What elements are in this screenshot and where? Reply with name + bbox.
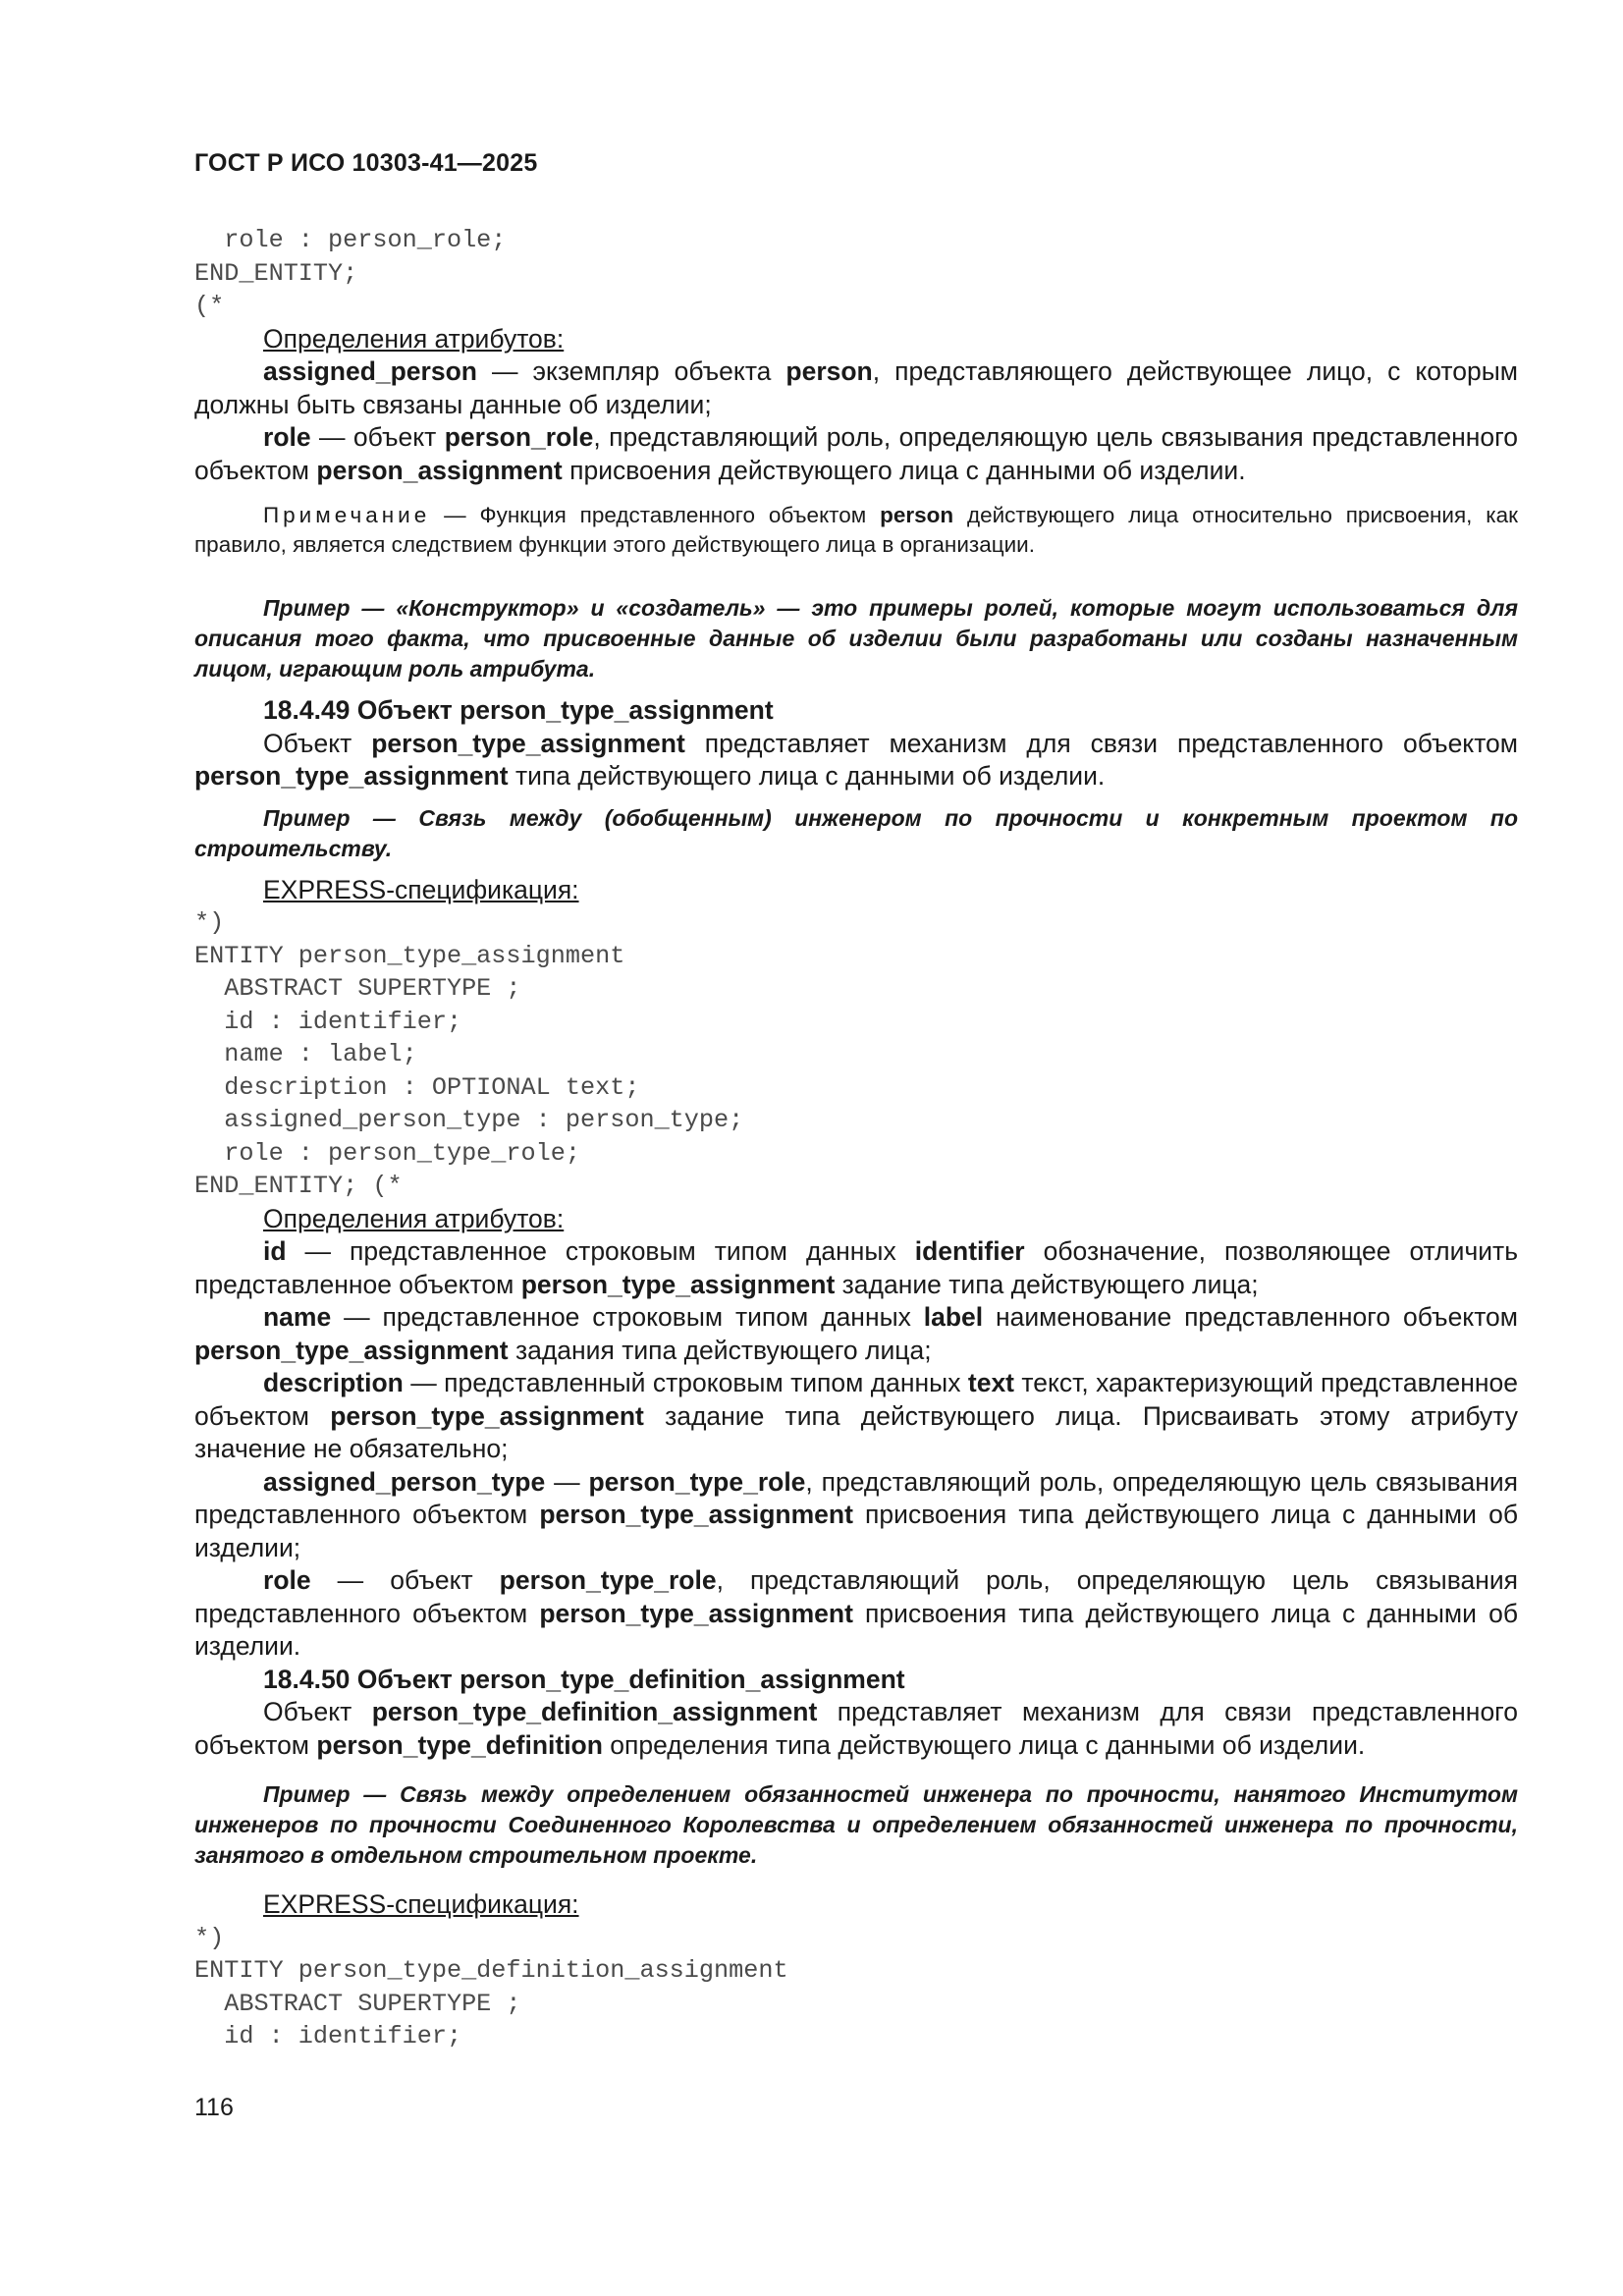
- code-line: assigned_person_type : person_type;: [194, 1106, 744, 1134]
- note-label: Примечание: [263, 503, 431, 527]
- attribute-text: присвоения типа действующего лица с данными об изделии.: [194, 1598, 1518, 1661]
- attribute-definition: [194, 1466, 1518, 1565]
- attribute-definition: [194, 1564, 1518, 1664]
- attribute-text: задания типа действующего лица;: [508, 1335, 932, 1365]
- attribute-text: текст, характеризующий представленное объектом: [194, 1368, 1518, 1431]
- intro-text: определения типа действующего лица с данными об изделии.: [602, 1729, 1366, 1760]
- example-paragraph: Пример — Связь между определением обязанностей инженера по прочности, нанятого Институтом инженеров по прочности Соединенного Королевства и определением обязанностей инженера по прочности, занятого в отдельном строительном проекте.: [194, 1781, 1518, 1868]
- code-line: END_ENTITY;: [194, 258, 358, 288]
- entity-name: person_type_role: [499, 1565, 717, 1595]
- intro-text: типа действующего лица с данными об изделии.: [508, 761, 1106, 791]
- attribute-name: id: [263, 1236, 287, 1266]
- entity-name: person_type_assignment: [330, 1400, 644, 1431]
- attribute-text: — представленное строковым типом данных: [286, 1236, 915, 1266]
- entity-name: person_type_role: [588, 1466, 806, 1497]
- note-paragraph: [194, 501, 1518, 560]
- code-line: ENTITY person_type_assignment: [194, 941, 625, 970]
- note-text: действующего лица относительно присвоения, как правило, является следствием функции этого действующего лица в организации.: [194, 503, 1518, 557]
- code-line: ENTITY person_type_definition_assignment: [194, 1956, 788, 1985]
- code-line: role : person_type_role;: [194, 1138, 580, 1168]
- attribute-text: задание типа действующего лица;: [835, 1269, 1259, 1299]
- entity-name: person_type_assignment: [539, 1500, 853, 1529]
- attribute-text: — объект: [310, 422, 445, 452]
- code-line: END_ENTITY; (*: [194, 1172, 403, 1200]
- code-line: id : identifier;: [194, 2022, 462, 2050]
- attribute-text: — экземпляр объекта: [476, 356, 786, 386]
- express-code-block: [194, 1922, 1518, 2053]
- attribute-text: — представленный строковым типом данных: [403, 1368, 968, 1397]
- code-line: ABSTRACT SUPERTYPE ;: [194, 974, 521, 1003]
- entity-name: person_type_assignment: [194, 1335, 509, 1365]
- attribute-text: , представляющего действующее лицо, с которым должны быть связаны данные об изделии;: [194, 356, 1518, 419]
- attribute-name: role: [263, 422, 311, 452]
- express-code-block: [194, 906, 1518, 1203]
- attribute-text: задание типа действующего лица. Присваивать этому атрибуту значение не обязательно;: [194, 1400, 1518, 1463]
- attribute-definition: [194, 1367, 1518, 1466]
- attribute-definitions-heading: Определения атрибутов:: [263, 323, 565, 354]
- entity-name: person_type_assignment: [371, 728, 685, 758]
- attribute-text: , представляющий роль, определяющую цель связывания представленного объектом: [194, 1565, 1518, 1628]
- section-heading: 18.4.49 Объект person_type_assignment: [263, 695, 774, 725]
- attribute-text: , представляющий роль, определяющую цель связывания представленного объектом: [194, 422, 1518, 485]
- attribute-name: role: [263, 1565, 311, 1595]
- code-line: *): [194, 1923, 225, 1952]
- attribute-text: присвоения типа действующего лица с данными об изделии;: [194, 1500, 1518, 1562]
- example-paragraph: Пример — Связь между (обобщенным) инженером по прочности и конкретным проектом по строительству.: [194, 804, 1518, 861]
- code-line: id : identifier;: [194, 1007, 462, 1036]
- entity-name: identifier: [914, 1236, 1025, 1266]
- code-line: ABSTRACT SUPERTYPE ;: [194, 1989, 521, 2018]
- attribute-text: — представленное строковым типом данных: [331, 1302, 924, 1332]
- attribute-definition: [194, 1235, 1518, 1301]
- section-intro: [194, 1696, 1518, 1762]
- entity-name: label: [923, 1302, 984, 1332]
- code-line: (*: [194, 292, 225, 320]
- intro-text: представляет механизм для связи представленного объектом: [194, 1697, 1519, 1760]
- entity-name: person_type_definition_assignment: [371, 1697, 818, 1726]
- intro-text: Объект: [263, 728, 372, 758]
- section-heading: 18.4.50 Объект person_type_definition_assignment: [263, 1664, 905, 1694]
- intro-text: Объект: [263, 1697, 372, 1726]
- attribute-definition: [194, 421, 1518, 487]
- entity-name: text: [967, 1368, 1015, 1397]
- attribute-name: assigned_person: [263, 356, 477, 386]
- entity-name: person_assignment: [316, 455, 563, 485]
- entity-name: person_type_assignment: [194, 761, 509, 791]
- code-line: description : OPTIONAL text;: [194, 1072, 640, 1102]
- attribute-definitions-heading: Определения атрибутов:: [263, 1203, 565, 1233]
- entity-name: person_type_definition: [316, 1729, 603, 1760]
- attribute-text: — объект: [310, 1565, 500, 1595]
- standard-header: ГОСТ Р ИСО 10303-41—2025: [194, 149, 538, 177]
- attribute-definition: [194, 1301, 1518, 1367]
- code-line: name : label;: [194, 1040, 417, 1068]
- code-line: role : person_role;: [194, 226, 507, 254]
- entity-name: person_type_assignment: [539, 1598, 853, 1628]
- attribute-text: наименование представленного объектом: [983, 1302, 1518, 1332]
- section-intro: [194, 728, 1518, 793]
- page-number: 116: [194, 2094, 234, 2121]
- entity-name: person_type_assignment: [520, 1269, 836, 1299]
- entity-name: person: [785, 356, 873, 386]
- entity-name: person: [880, 503, 954, 527]
- attribute-text: —: [545, 1466, 589, 1497]
- attribute-name: name: [263, 1302, 332, 1332]
- express-spec-heading: EXPRESS-спецификация:: [263, 1889, 579, 1919]
- intro-text: представляет механизм для связи представленного объектом: [684, 728, 1518, 758]
- attribute-text: , представляющий роль, определяющую цель связывания представленного объектом: [194, 1466, 1518, 1529]
- entity-name: person_role: [444, 422, 594, 452]
- express-code-block: [194, 224, 1518, 323]
- attribute-name: assigned_person_type: [263, 1466, 546, 1497]
- page-content: [194, 224, 1518, 2053]
- express-spec-heading: EXPRESS-спецификация:: [263, 874, 579, 904]
- attribute-text: обозначение, позволяющее отличить представленное объектом: [194, 1236, 1518, 1299]
- example-paragraph: Пример — «Конструктор» и «создатель» — это примеры ролей, которые могут использоваться для описания того факта, что присвоенные данные об изделии были разработаны или созданы назначенным лицом, играющим роль атрибута.: [194, 595, 1518, 682]
- code-line: *): [194, 908, 225, 937]
- attribute-definition: [194, 355, 1518, 421]
- attribute-name: description: [263, 1368, 404, 1397]
- note-text: — Функция представленного объектом: [430, 503, 881, 527]
- attribute-text: присвоения действующего лица с данными об изделии.: [562, 455, 1246, 485]
